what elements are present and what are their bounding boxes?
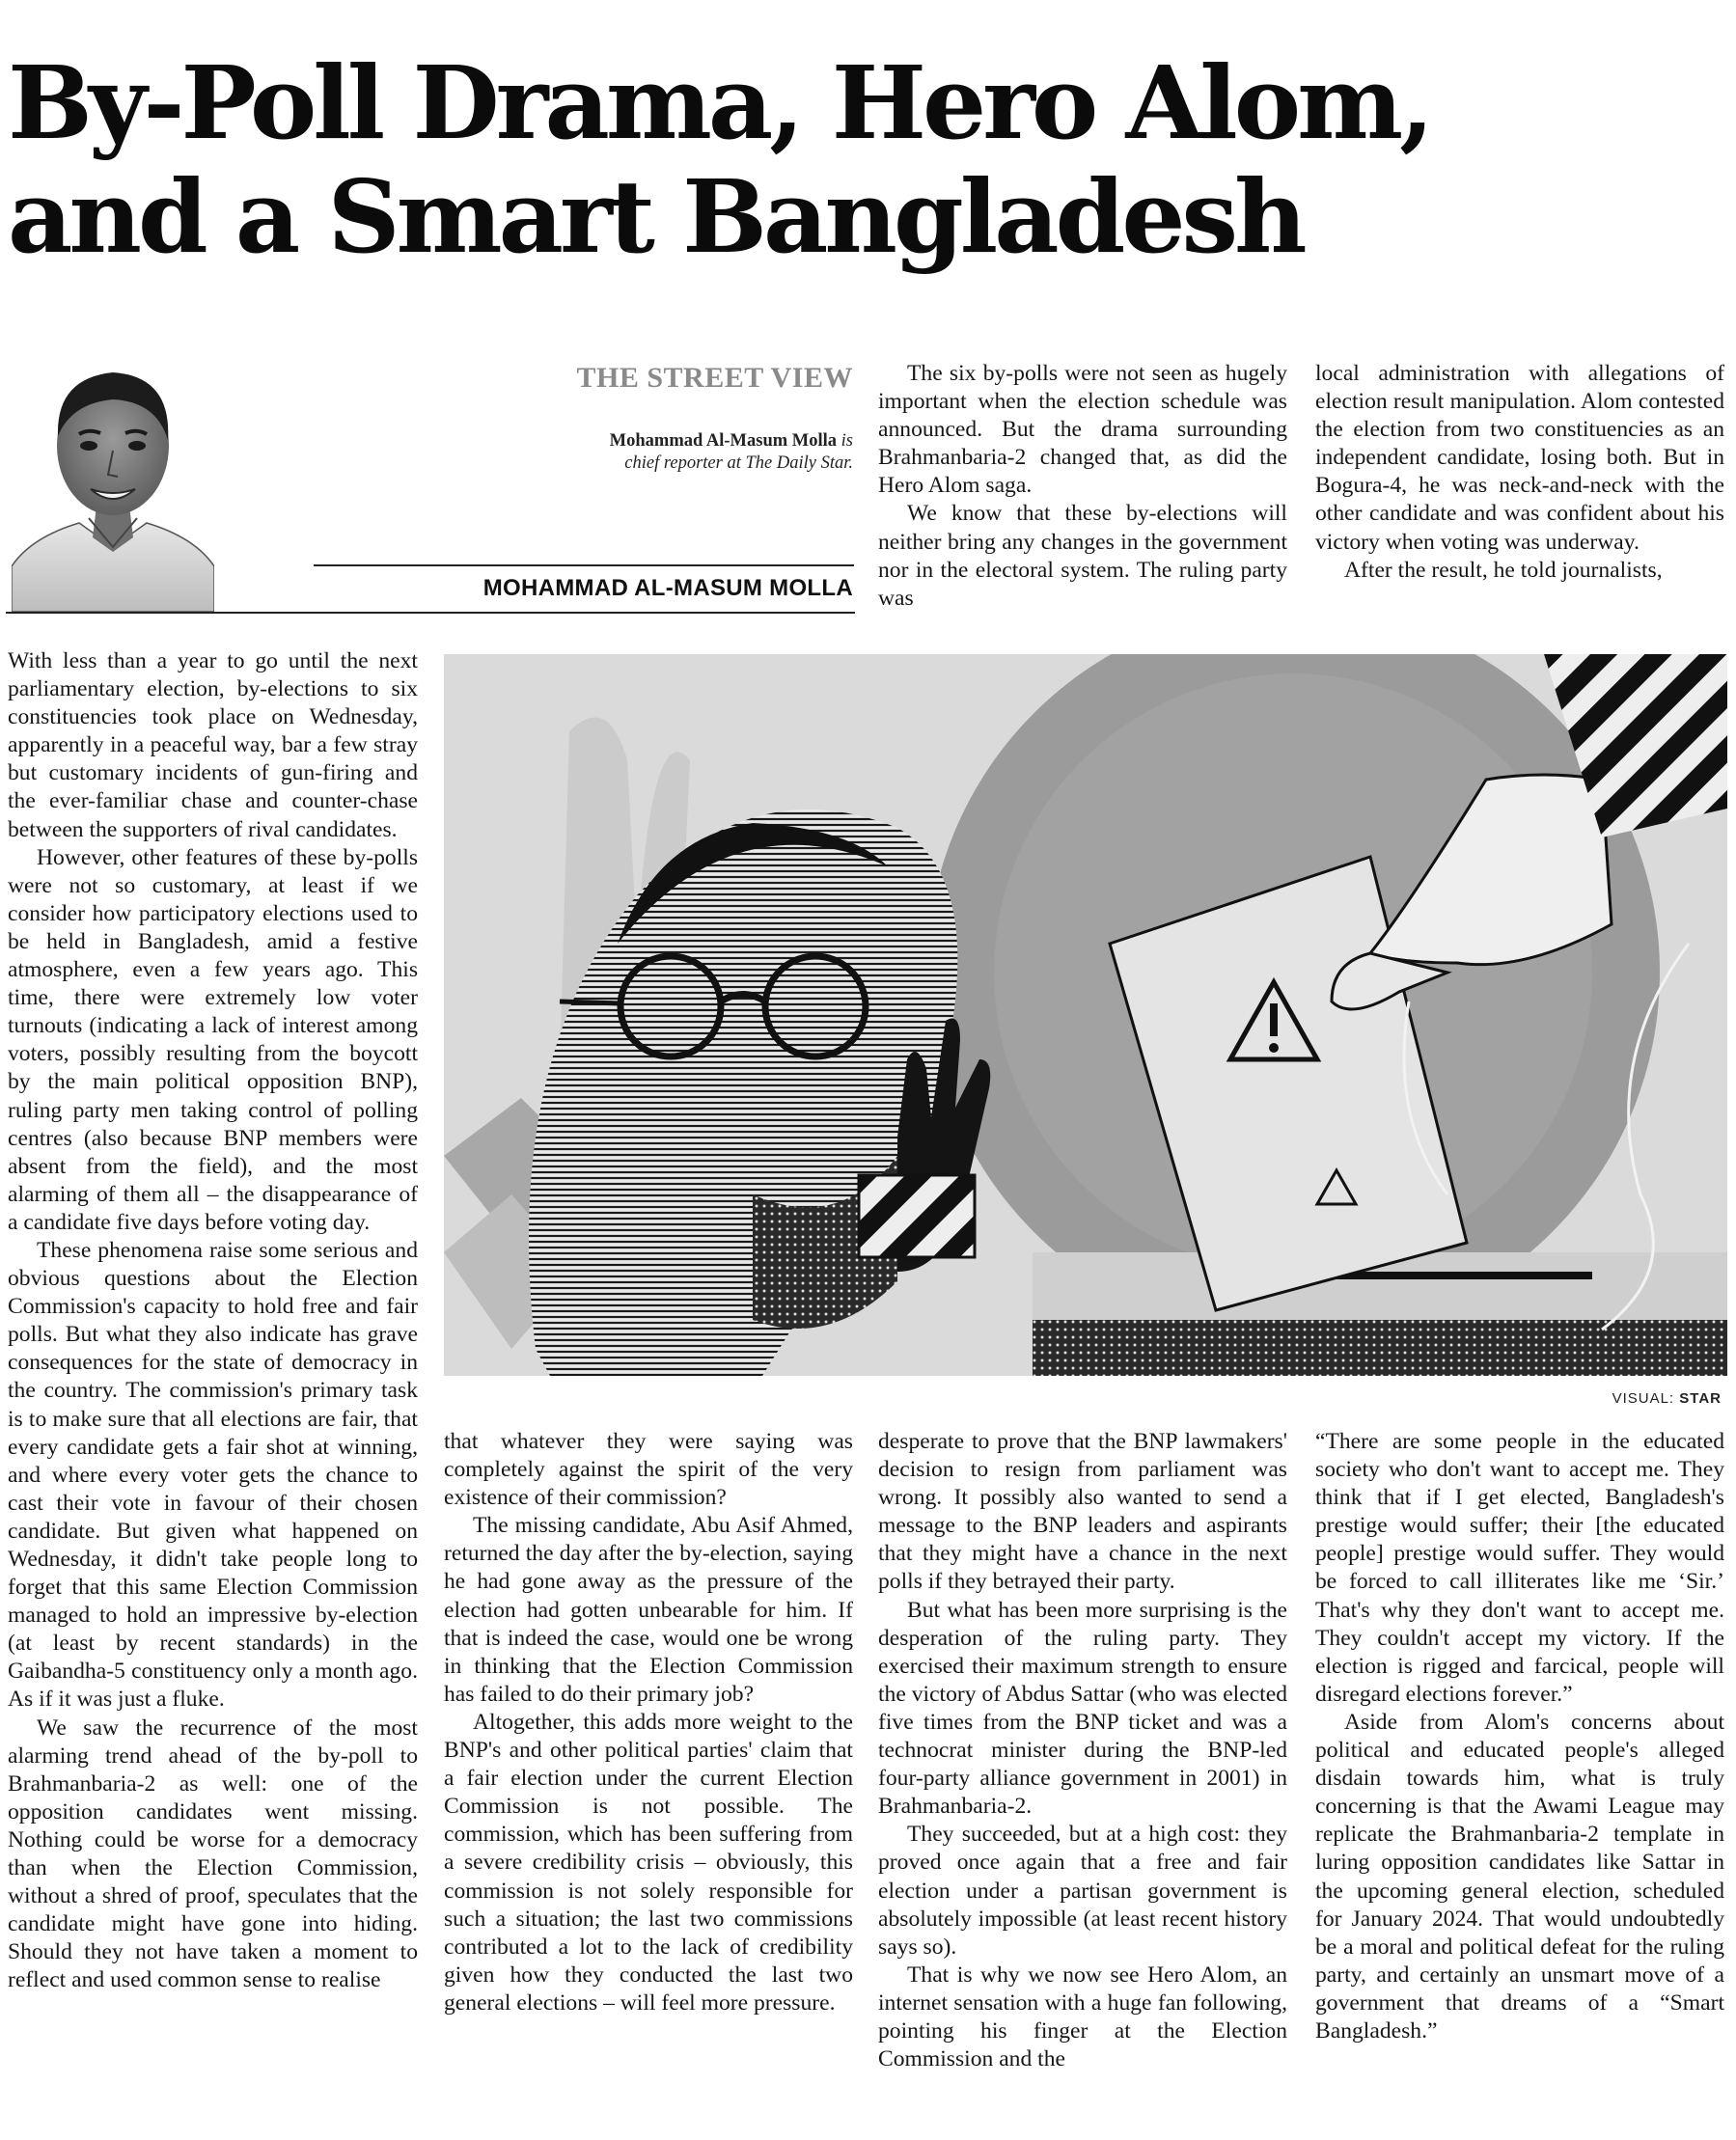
visual-credit-source: STAR [1679,1390,1722,1407]
author-bio-end: . [848,453,853,473]
body-column-2 [444,1428,853,2137]
body-column-4 [1315,1428,1724,2137]
paragraph: However, other features of these by-polls were not so customary, at least if we consider how participatory elections used to be held in Bangladesh, amid a festive atmosphere, even a few years ago. This time, there were extremely low voter turnouts (indicating a lack of interest among voters, possibly resulting from the boycott by the main political opposition BNP), ruling party men taking control of polling centres (also because BNP members were absent from the field), and the most alarming of them all – the disappearance of a candidate five days before voting day. [8,844,418,1235]
section-rule [6,612,855,614]
body-column-1 [8,647,418,2138]
editorial-illustration [444,654,1727,1376]
paragraph: After the result, he told journalists, [1344,557,1663,583]
author-bio-outlet: The Daily Star [745,453,849,473]
byline-rule [314,564,854,566]
column-kicker: THE STREET VIEW [576,362,853,394]
author-bio [448,430,853,475]
paragraph: But what has been more surprising is the desperation of the ruling party. They exercised their maximum strength to ensure the victory of Abdus Sattar (who was elected five times from the BNP ticket and was a technocrat minister during the BNP-led four-party alliance government in 2001) in Brahmanbaria-2. [878,1597,1287,1820]
paragraph: local administration with allegations of election result manipulation. Alom contested the election from two constituencies as an independent candidate, losing both. But in Bogura-4, he was neck-and-neck with the other candidate and was confident about his victory when voting was underway. [1315,361,1724,555]
author-bio-text-2: chief reporter at [624,453,746,473]
body-column-top-3 [1315,360,1724,617]
visual-credit [1612,1390,1722,1407]
paragraph: The missing candidate, Abu Asif Ahmed, returned the day after the by-election, saying he had gone away as the pressure of the election had gotten unbearable for him. If that is indeed the case, would one be wrong in thinking that the Election Commission has failed to do their primary job? [444,1513,853,1707]
paragraph: “There are some people in the educated society who don't want to accept me. They think that if I get elected, Bangladesh's prestige would suffer; their [the educated people] prestige would suffer. They would be forced to call illiterates like me ‘Sir.’ That's why they don't want to accept me. They couldn't accept my victory. If the election is rigged and farcical, people will disregard elections forever.” [1315,1429,1724,1707]
headline-line-2: and a Smart Bangladesh [8,157,1304,276]
paragraph: Aside from Alom's concerns about political and educated people's alleged disdain towards him, what is truly concerning is that the Awami League may replicate the Brahmanbaria-2 template in luring opposition candidates like Sattar in the upcoming general election, scheduled for January 2024. That would undoubtedly be a moral and political defeat for the ruling party, and certainly an unsmart move of a government that dreams of a “Smart Bangladesh.” [1315,1709,1724,2044]
author-bio-name: Mohammad Al-Masum Molla [609,431,838,451]
paragraph: The six by-polls were not seen as hugely important when the election schedule was announced. But the drama surrounding Brahmanbaria-2 changed that, as did the Hero Alom saga. [878,361,1287,499]
paragraph: We saw the recurrence of the most alarming trend ahead of the by-poll to Brahmanbaria-2 as well: one of the opposition candidates went missing. Nothing could be worse for a democracy than when the Election Commission, without a shred of proof, speculates that the candidate might have gone into hiding. Should they not have taken a moment to reflect and used common sense to realise [8,1715,418,1993]
author-bio-text-1: is [837,431,853,451]
body-column-3 [878,1428,1287,2137]
body-column-top-2 [878,360,1287,617]
paragraph: With less than a year to go until the next parliamentary election, by-elections to six constituencies took place on Wednesday, apparently in a peaceful way, bar a few stray but customary incidents of gun-firing and the ever-familiar chase and counter-chase between the supporters of rival candidates. [8,648,418,842]
paragraph: We know that these by-elections will neither bring any changes in the government nor in the electoral system. The ruling party was [878,501,1287,611]
paragraph: Altogether, this adds more weight to the BNP's and other political parties' claim that a fair election under the current Election Commission is not possible. The commission, which has been suffering from a severe credibility crisis – obviously, this commission is not solely responsible for such a situation; the last two commissions contributed a lot to the lack of credibility given how they conducted the last two general elections – will feel more pressure. [444,1709,853,2016]
paragraph: that whatever they were saying was completely against the spirit of the very existence of their commission? [444,1429,853,1511]
headline-line-1: By-Poll Drama, Hero Alom, [8,43,1431,162]
paragraph: These phenomena raise some serious and obvious questions about the Election Commission's capacity to hold free and fair polls. But what they also indicate has grave consequences for the state of democracy in the country. The commission's primary task is to make sure that all elections are fair, that every candidate gets a fair shot at winning, and where every voter gets the chance to cast their vote in favour of their chosen candidate. But given what happened on Wednesday, it didn't take people long to forget that this same Election Commission managed to hold an impressive by-election (at least by recent standards) in the Gaibandha-5 constituency only a month ago. As if it was just a fluke. [8,1237,418,1713]
visual-credit-label: VISUAL: [1612,1390,1680,1407]
paragraph: That is why we now see Hero Alom, an internet sensation with a huge fan following, pointing his finger at the Election Commission and the [878,1962,1287,2072]
paragraph: desperate to prove that the BNP lawmakers' decision to resign from parliament was wrong. It possibly also wanted to send a message to the BNP leaders and aspirants that they might have a chance in the next polls if they betrayed their party. [878,1429,1287,1595]
byline: MOHAMMAD AL-MASUM MOLLA [482,575,853,601]
headline [8,43,1730,276]
author-photo [12,340,214,612]
paragraph: They succeeded, but at a high cost: they proved once again that a free and fair election under a partisan government is absolutely impossible (at least recent history says so). [878,1822,1287,1960]
